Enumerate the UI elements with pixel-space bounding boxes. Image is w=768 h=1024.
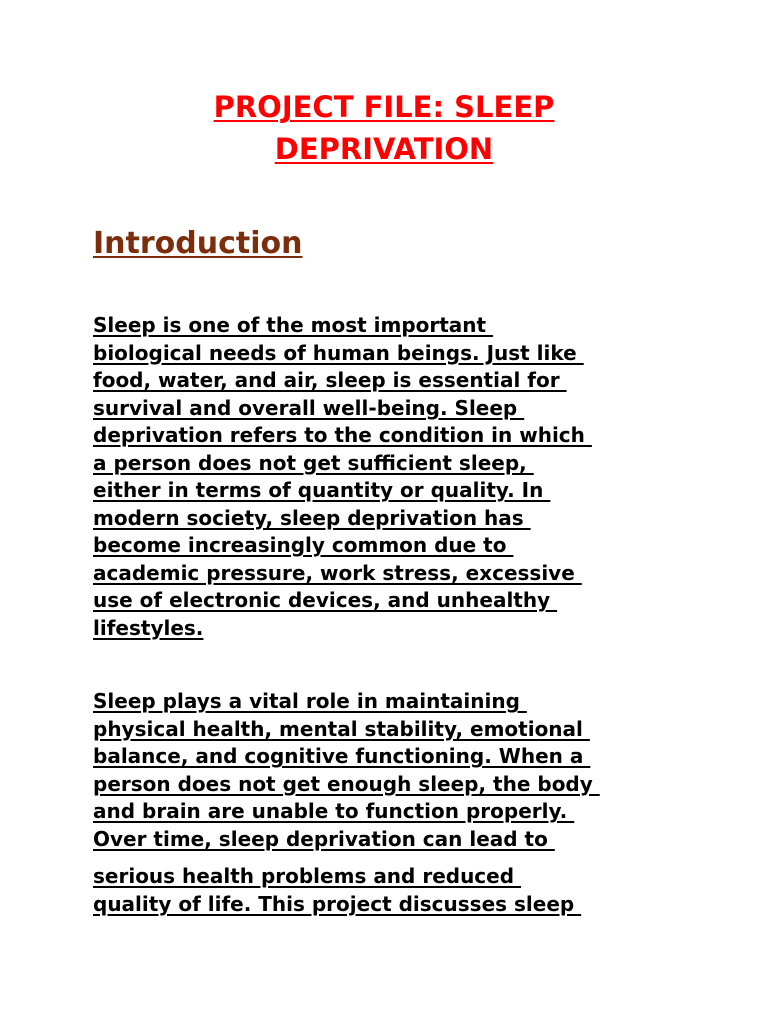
document-title bbox=[60, 86, 708, 170]
text-line: deprivation refers to the condition in which bbox=[93, 423, 592, 447]
text-line: quality of life. This project discusses sleep bbox=[93, 892, 582, 916]
text-line: serious health problems and reduced bbox=[93, 864, 522, 888]
text-line: use of electronic devices, and unhealthy bbox=[93, 588, 558, 612]
paragraph-2 bbox=[93, 688, 600, 919]
text-line: person does not get enough sleep, the body bbox=[93, 771, 600, 796]
title-line: PROJECT FILE: SLEEP bbox=[213, 90, 555, 124]
paragraph-1 bbox=[93, 312, 592, 642]
text-line: Sleep is one of the most important bbox=[93, 313, 494, 337]
text-line: survival and overall well-being. Sleep bbox=[93, 395, 525, 420]
text-line: lifestyles. bbox=[93, 615, 204, 640]
text-line: biological needs of human beings. Just like bbox=[93, 340, 584, 365]
text-line: and brain are unable to function properly. bbox=[93, 799, 575, 823]
text-line: Over time, sleep deprivation can lead to bbox=[93, 826, 555, 851]
text-line: modern society, sleep deprivation has bbox=[93, 505, 531, 530]
text-line: either in terms of quantity or quality. In bbox=[93, 478, 551, 502]
text-line: academic pressure, work stress, excessive bbox=[93, 560, 582, 585]
text-line: balance, and cognitive functioning. When a bbox=[93, 744, 591, 768]
text-line: physical health, mental stability, emotional bbox=[93, 716, 590, 741]
section-heading-introduction: Introduction bbox=[93, 226, 303, 261]
text-line: become increasingly common due to bbox=[93, 533, 514, 557]
title-line: DEPRIVATION bbox=[274, 132, 494, 166]
text-line: food, water, and air, sleep is essential for bbox=[93, 368, 567, 392]
text-line: Sleep plays a vital role in maintaining bbox=[93, 689, 527, 713]
text-line: a person does not get sufficient sleep, bbox=[93, 450, 534, 475]
